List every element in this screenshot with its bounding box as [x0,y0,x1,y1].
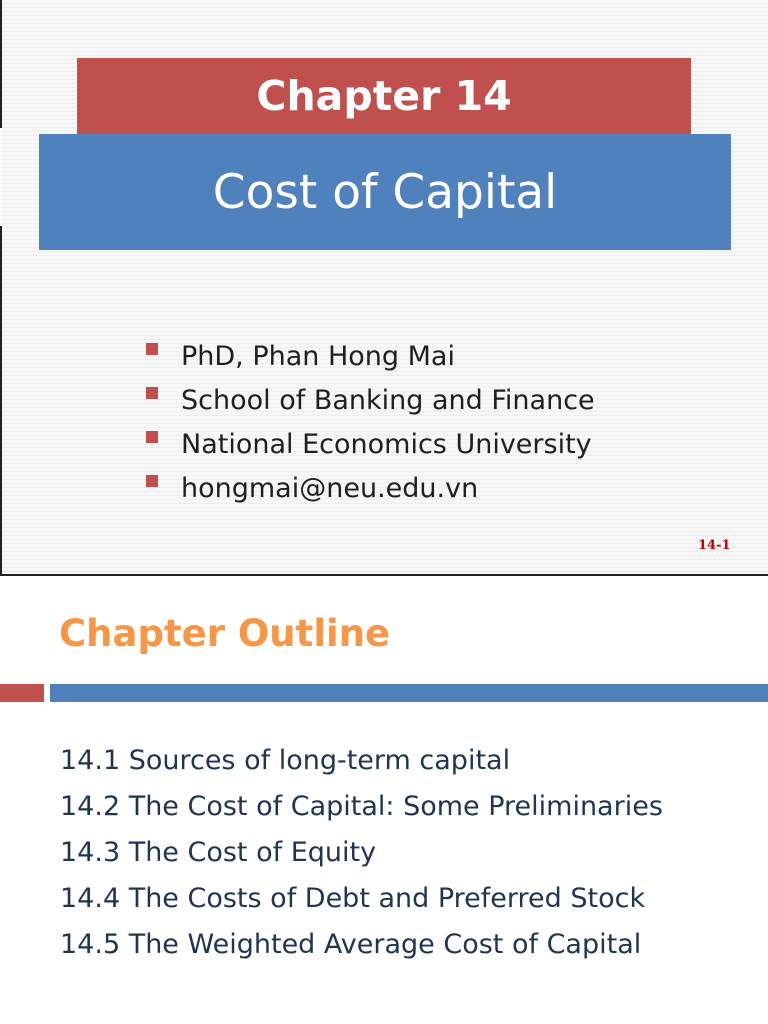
list-item [146,334,595,378]
list-item [146,378,595,422]
slide-left-border-gap [0,128,2,226]
school-name: School of Banking and Finance [181,384,595,416]
chapter-label: Chapter 14 [256,72,512,120]
outline-item: 14.5 The Weighted Average Cost of Capital [60,929,642,960]
outline-item: 14.4 The Costs of Debt and Preferred Stock [60,883,646,914]
accent-bar-red [0,684,44,702]
outline-item: 14.3 The Cost of Equity [60,837,377,868]
accent-bar-blue [50,684,768,702]
square-bullet-icon [146,343,158,355]
square-bullet-icon [146,431,158,443]
outline-title: Chapter Outline [59,612,391,655]
page-number: 14-1 [698,538,731,553]
author-name: PhD, Phan Hong Mai [181,340,455,372]
list-item [146,422,595,466]
slide-left-border [0,0,2,576]
chapter-banner [77,58,691,134]
square-bullet-icon [146,475,158,487]
slide-divider [0,574,768,576]
author-info-list [146,334,595,510]
square-bullet-icon [146,387,158,399]
outline-list [60,738,663,968]
outline-item: 14.2 The Cost of Capital: Some Preliminaries [60,791,663,822]
outline-item: 14.1 Sources of long-term capital [60,745,511,776]
slide-title-text: Cost of Capital [212,164,558,220]
title-banner [39,134,731,250]
university-name: National Economics University [181,428,592,460]
author-email: hongmai@neu.edu.vn [181,472,479,504]
list-item [146,466,595,510]
